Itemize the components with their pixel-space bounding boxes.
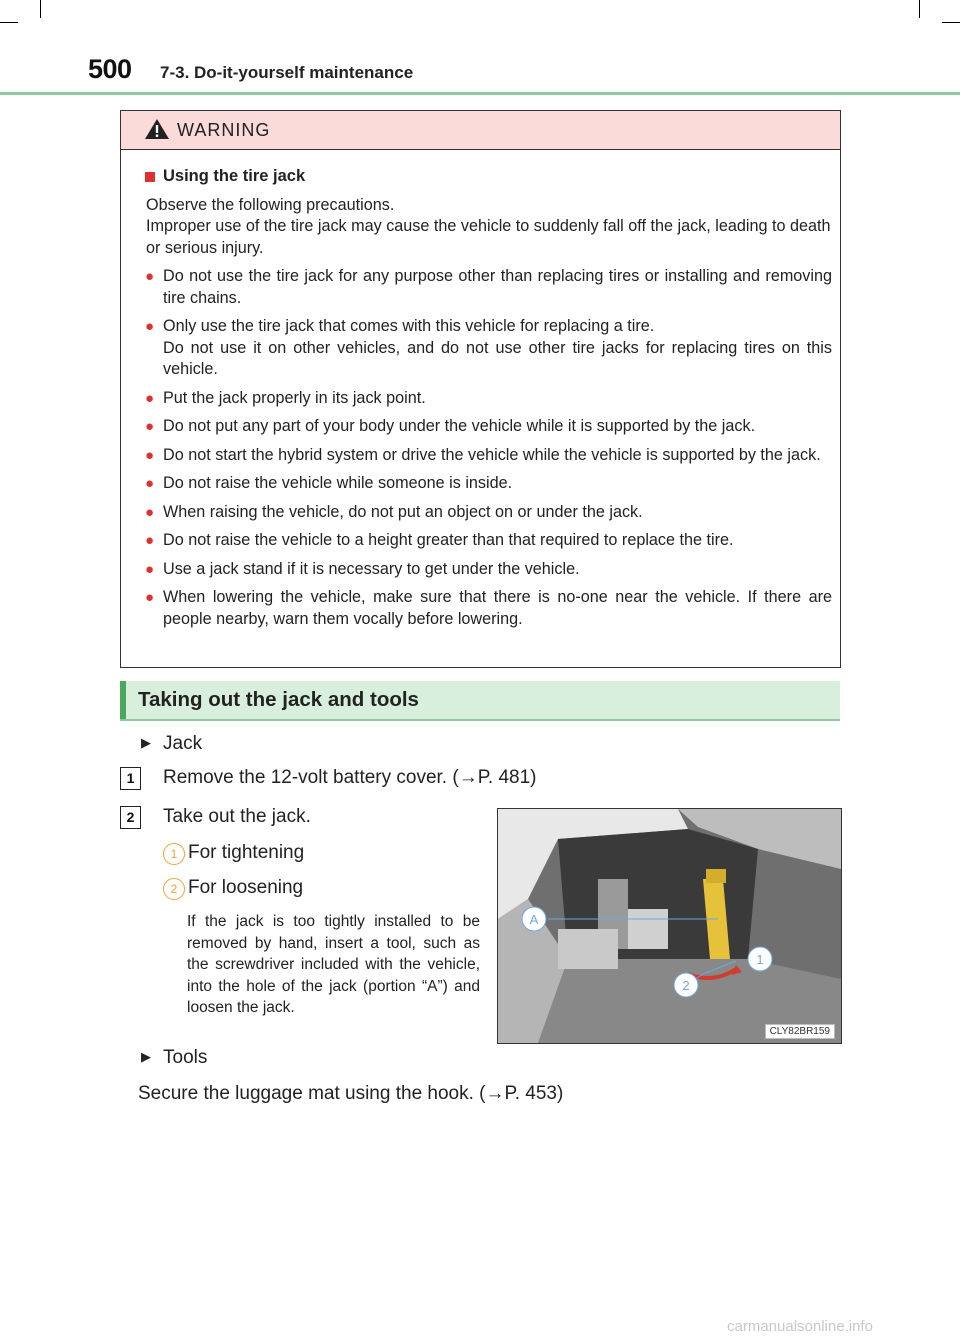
trunk-jack-illustration xyxy=(497,808,842,1044)
bullet-icon: ● xyxy=(145,532,155,549)
watermark: carmanualsonline.info xyxy=(727,1318,873,1335)
warning-item-text: Use a jack stand if it is necessary to get under the vehicle. xyxy=(163,559,580,578)
tools-text: Secure the luggage mat using the hook. (→P. 453) xyxy=(138,1083,564,1104)
step-text: Take out the jack. xyxy=(163,806,311,827)
warning-intro-line: Observe the following precautions. xyxy=(146,195,395,214)
warning-subtitle xyxy=(145,166,832,188)
triangle-bullet-icon: ▶ xyxy=(141,735,151,750)
warning-triangle-icon xyxy=(144,118,170,140)
callout-text: For loosening xyxy=(188,877,304,898)
warning-intro xyxy=(145,195,832,260)
warning-item-text: Do not put any part of your body under the vehicle while it is supported by the jack. xyxy=(163,417,756,435)
warning-item-text: Do not start the hybrid system or drive the vehicle while the vehicle is supported by the jack. xyxy=(163,445,821,464)
step-number: 2 xyxy=(120,806,141,829)
bullet-icon: ● xyxy=(145,475,155,492)
tools-heading-text: Tools xyxy=(163,1047,208,1068)
jack-heading-text: Jack xyxy=(163,733,203,754)
jack-note: If the jack is too tightly installed to be removed by hand, insert a tool, such as the screwdriver included with the vehicle, into the hole of the jack (portion “A”) and loosen the jack. xyxy=(187,913,480,1016)
callout-number: 1 xyxy=(163,843,185,865)
page-number: 500 xyxy=(88,54,132,84)
image-code: CLY82BR159 xyxy=(765,1024,835,1039)
crop-mark xyxy=(942,22,960,23)
warning-item xyxy=(145,388,832,410)
tools-heading xyxy=(141,1047,207,1069)
bullet-icon: ● xyxy=(145,560,155,578)
warning-item xyxy=(145,530,832,552)
warning-item xyxy=(145,416,832,438)
bullet-icon: ● xyxy=(145,318,155,335)
crop-mark xyxy=(40,0,41,18)
warning-item-text: When raising the vehicle, do not put an object on or under the jack. xyxy=(163,502,643,521)
bullet-icon: ● xyxy=(145,503,155,521)
label-1: 1 xyxy=(756,952,764,967)
callout-text: For tightening xyxy=(188,842,305,863)
bullet-icon: ● xyxy=(145,446,155,464)
label-2: 2 xyxy=(682,978,690,993)
warning-item xyxy=(145,445,832,467)
warning-subtitle-text: Using the tire jack xyxy=(163,167,306,185)
step-text: Remove the 12-volt battery cover. (→P. 481) xyxy=(163,767,537,788)
bullet-icon: ● xyxy=(145,589,155,606)
warning-item-line: Only use the tire jack that comes with this vehicle for replacing a tire. xyxy=(163,317,655,335)
bullet-icon: ● xyxy=(145,389,155,407)
warning-header xyxy=(121,111,840,150)
bullet-icon: ● xyxy=(145,418,155,435)
crop-mark xyxy=(0,22,18,23)
warning-box xyxy=(120,110,841,668)
warning-body xyxy=(121,150,840,630)
warning-item-text: Do not raise the vehicle while someone is inside. xyxy=(163,474,513,492)
warning-item xyxy=(145,559,832,581)
triangle-bullet-icon: ▶ xyxy=(141,1049,151,1064)
jack-heading xyxy=(141,733,202,755)
step-number: 1 xyxy=(120,767,141,790)
header-rule xyxy=(0,92,960,95)
section-title: Taking out the jack and tools xyxy=(138,688,419,711)
section-title-bar xyxy=(120,681,840,719)
section-header: 7-3. Do-it-yourself maintenance xyxy=(160,63,414,82)
section-accent xyxy=(120,681,126,719)
callout-number: 2 xyxy=(163,878,185,900)
trunk-illustration-graphic xyxy=(498,809,841,1043)
warning-item xyxy=(145,502,832,524)
warning-item-text: Do not raise the vehicle to a height greater than that required to replace the tire. xyxy=(163,531,734,549)
section-rule xyxy=(120,719,840,721)
label-a: A xyxy=(529,912,539,927)
square-bullet-icon xyxy=(145,172,155,182)
warning-intro-line: Improper use of the tire jack may cause the vehicle to suddenly fall off the jack, leading to death or serious injury. xyxy=(146,217,831,257)
warning-item-text: Put the jack properly in its jack point. xyxy=(163,388,426,407)
warning-item xyxy=(145,266,832,309)
warning-item-text xyxy=(163,316,832,381)
warning-item xyxy=(145,473,832,495)
warning-title: WARNING xyxy=(177,120,271,140)
crop-mark xyxy=(919,0,920,18)
warning-item-line: Do not use it on other vehicles, and do not use other tire jacks for replacing tires on this vehicle. xyxy=(163,338,832,378)
bullet-icon: ● xyxy=(145,268,155,285)
warning-item-text: When lowering the vehicle, make sure that there is no-one near the vehicle. If there are people nearby, warn them vocally before lowering. xyxy=(163,588,832,628)
warning-item xyxy=(145,587,832,630)
warning-item xyxy=(145,316,832,381)
warning-item-text: Do not use the tire jack for any purpose other than replacing tires or installing and removing tire chains. xyxy=(163,267,832,307)
